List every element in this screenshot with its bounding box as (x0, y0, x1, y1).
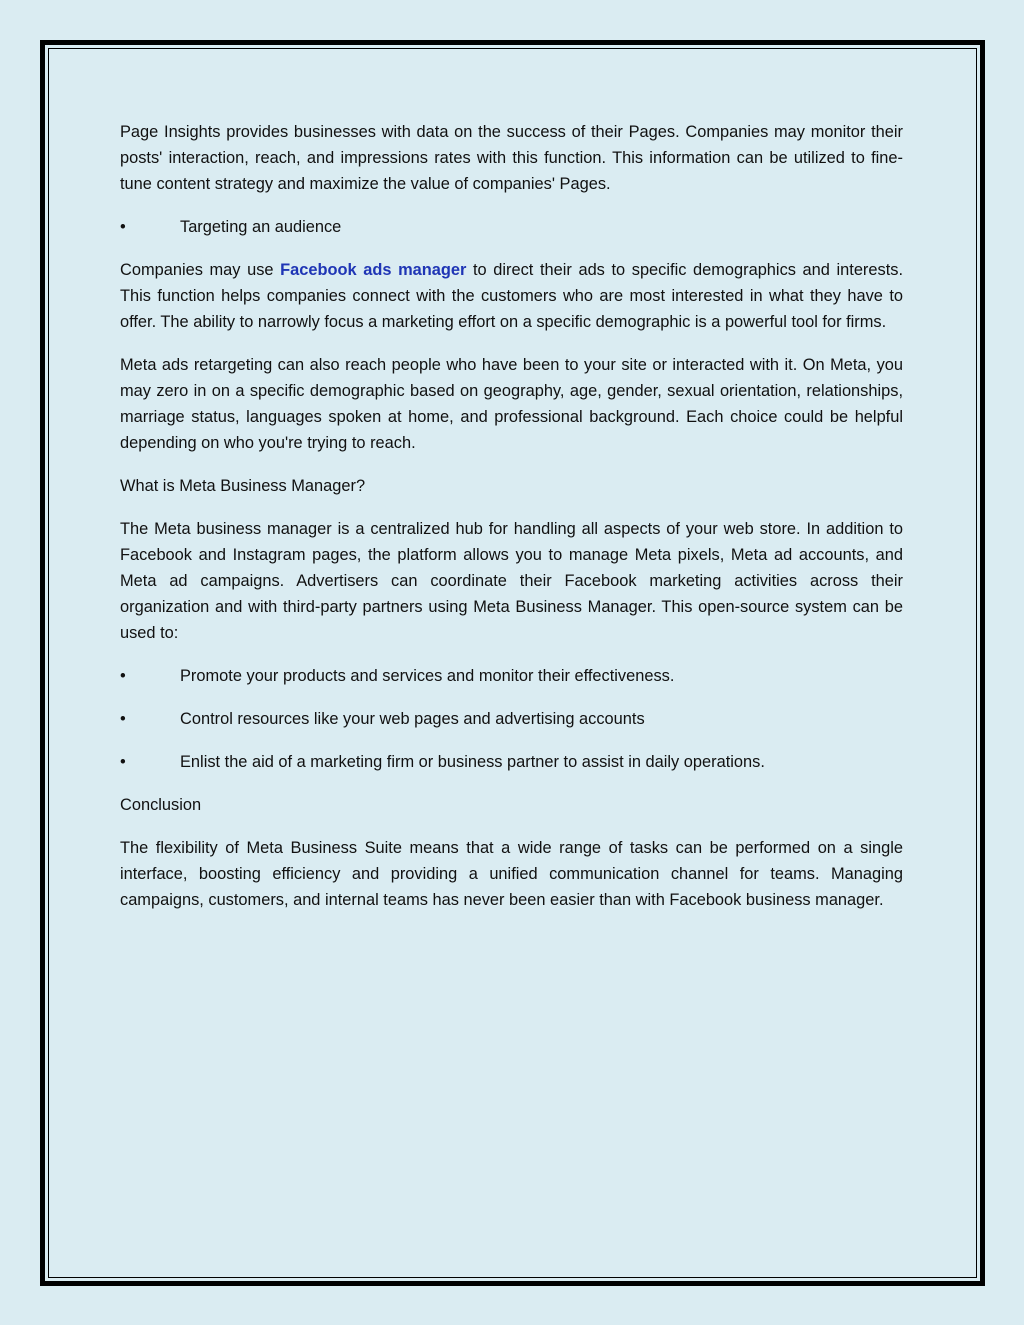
facebook-ads-manager-link[interactable]: Facebook ads manager (280, 261, 467, 279)
paragraph-page-insights: Page Insights provides businesses with data on the success of their Pages. Companies may monitor their posts' interaction, reach, and impressions rates with this function. This information can be utilized to fine-tune content strategy and maximize the value of companies' Pages. (120, 123, 903, 193)
paragraph-conclusion: The flexibility of Meta Business Suite means that a wide range of tasks can be performed on a single interface, boosting efficiency and providing a unified communication channel for teams. Managing campaigns, customers, and internal teams has never been easier than with Facebook business manager. (120, 839, 903, 909)
bullet-item (120, 663, 903, 689)
bullet-item (120, 749, 903, 775)
section-heading: What is Meta Business Manager? (120, 477, 366, 495)
paragraph-text: Companies may use (120, 261, 281, 279)
bullet-item (120, 214, 903, 240)
bullet-symbol: • (120, 710, 126, 728)
paragraph-retargeting: Meta ads retargeting can also reach people who have been to your site or interacted with it. On Meta, you may zero in on a specific demographic based on geography, age, gender, sexual orientation, relationships, marriage status, languages spoken at home, and professional background. Each choice could be helpful depending on who you're trying to reach. (120, 356, 903, 452)
bullet-text: Targeting an audience (180, 218, 342, 236)
bullet-text: Promote your products and services and monitor their effectiveness. (180, 667, 675, 685)
bullet-symbol: • (120, 218, 126, 236)
bullet-text: Control resources like your web pages and advertising accounts (180, 710, 645, 728)
bullet-symbol: • (120, 753, 126, 771)
paragraph-targeting (120, 257, 903, 335)
bullet-item (120, 706, 903, 732)
paragraph-business-manager: The Meta business manager is a centralized hub for handling all aspects of your web store. In addition to Facebook and Instagram pages, the platform allows you to manage Meta pixels, Meta ad accounts, and Meta ad campaigns. Advertisers can coordinate their Facebook marketing activities across their organization and with third-party partners using Meta Business Manager. This open-source system can be used to: (120, 520, 903, 642)
bullet-text: Enlist the aid of a marketing firm or business partner to assist in daily operations. (180, 753, 765, 771)
paragraph-text: to direct their ads to specific demographics and interests. This function helps companies connect with the customers who are most interested in what they have to offer. The ability to narrowly focus a marketing effort on a specific demographic is a powerful tool for firms. (120, 261, 904, 331)
bullet-symbol: • (120, 667, 126, 685)
document-body (120, 119, 903, 930)
section-heading: Conclusion (120, 796, 202, 814)
